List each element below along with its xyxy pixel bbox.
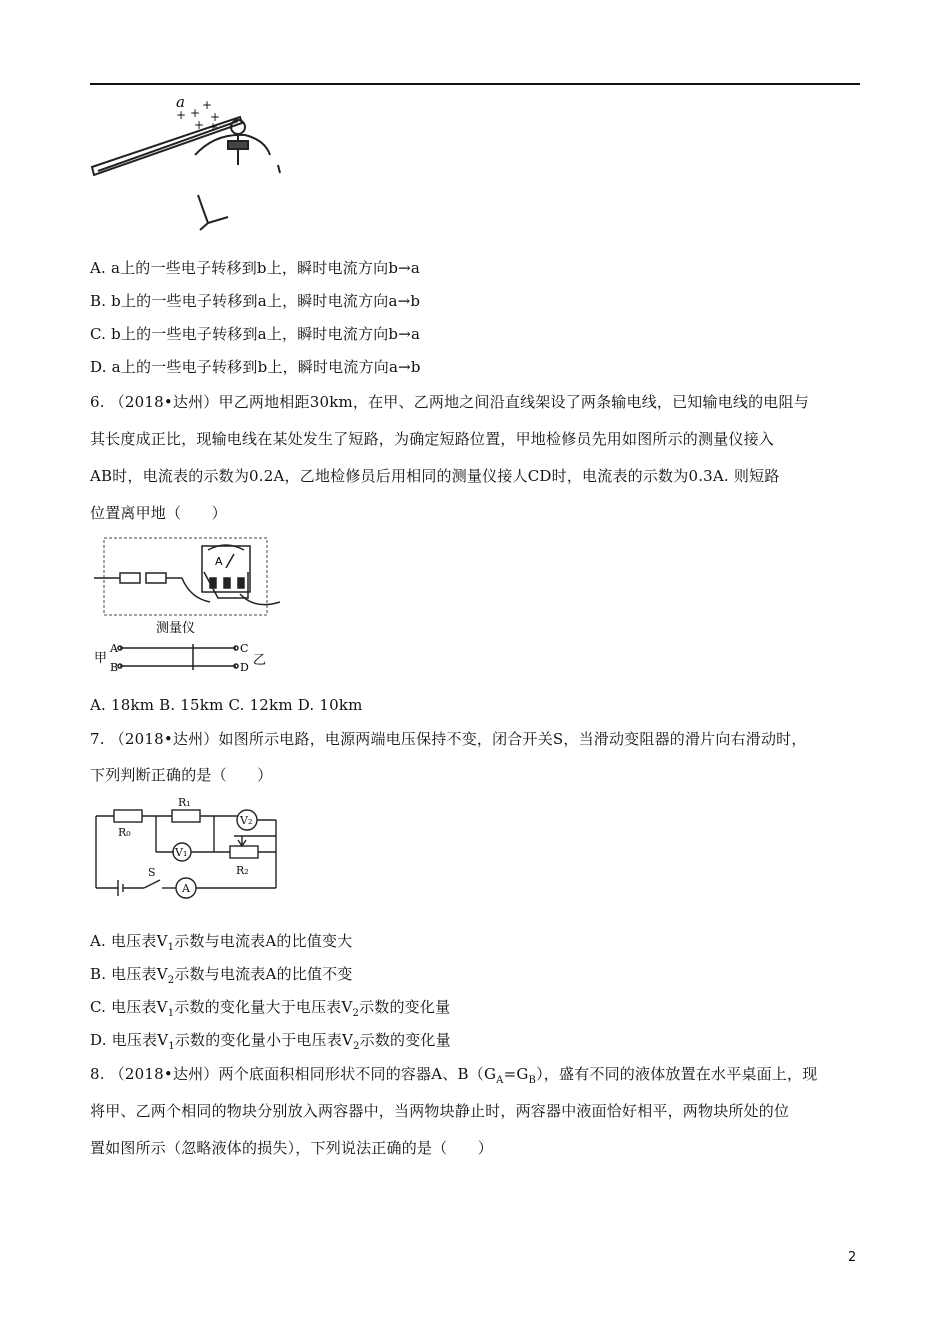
q5-option-b: B. b上的一些电子转移到a上，瞬时电流方向a→b (90, 292, 421, 310)
q8-line-3: 置如图所示（忽略液体的损失），下列说法正确的是（ ） (90, 1139, 493, 1157)
q6-line-1: 6. （2018•达州）甲乙两地相距30km，在甲、乙两地之间沿直线架设了两条输电线，已知输电线的电阻与 (90, 393, 809, 411)
q7-line-1: 7. （2018•达州）如图所示电路，电源两端电压保持不变，闭合开关S，当滑动变阻器的滑片向右滑动时， (90, 730, 807, 748)
q6-line-3: AB时，电流表的示数为0.2A，乙地检修员后用相同的测量仪接人CD时，电流表的示数为0.3A. 则短路 (90, 467, 780, 485)
svg-text:+: + (202, 98, 213, 112)
label-a: a (176, 95, 185, 111)
label-yi: 乙 (253, 653, 267, 668)
meter-label: A (215, 555, 223, 568)
q8-line-1: 8. （2018•达州）两个底面积相同形状不同的容器A、$B(G_A=G_B)$，盛有不同的液体放置在水平桌面上，现 (90, 1065, 818, 1086)
label-R0: R₀ (118, 826, 131, 839)
svg-text:+: + (190, 106, 201, 120)
svg-text:+: + (176, 108, 187, 122)
label-D: D (240, 661, 249, 674)
q6-options: A. 18km B. 15km C. 12km D. 10km (90, 696, 363, 714)
label-jia: 甲 (94, 651, 108, 666)
label-R2: R₂ (236, 864, 249, 877)
q5-option-c: C. b上的一些电子转移到a上，瞬时电流方向b→a (90, 325, 421, 343)
label-C: C (240, 642, 249, 655)
q8-line-2: 将甲、乙两个相同的物块分别放入两容器中，当两物块静止时，两容器中液面恰好相平，两物块所处的位 (90, 1102, 790, 1120)
q7-option-d: D. 电压表$V_1$示数的变化量小于电压表$V_2$示数的变化量 (90, 1031, 451, 1052)
measuring-device-figure (90, 532, 290, 682)
q7-option-a: A. 电压表$V_1$示数与电流表A的比值变大 (90, 932, 353, 953)
q5-option-d: D. a上的一些电子转移到b上，瞬时电流方向a→b (90, 358, 421, 376)
label-R1: R₁ (178, 796, 191, 809)
device-caption: 测量仪 (156, 621, 196, 636)
q6-line-2: 其长度成正比，现输电线在某处发生了短路，为确定短路位置，甲地检修员先用如图所示的测量仪接入 (90, 430, 775, 448)
label-V1: V₁ (175, 846, 188, 859)
page-number: 2 (848, 1250, 857, 1265)
electroscope-figure (90, 95, 290, 235)
label-V2: V₂ (240, 814, 253, 827)
circuit-figure (90, 796, 290, 904)
q5-option-a: A. a上的一些电子转移到b上，瞬时电流方向b→a (90, 259, 421, 277)
q7-option-c: C. 电压表$V_1$示数的变化量大于电压表$V_2$示数的变化量 (90, 998, 451, 1019)
svg-text:+: + (208, 120, 219, 134)
svg-text:+: + (210, 110, 221, 124)
q6-line-4: 位置离甲地（ ） (90, 504, 227, 522)
label-B: B (110, 661, 119, 674)
label-S: S (148, 866, 156, 879)
header-rule (90, 83, 860, 85)
svg-text:+: + (194, 118, 205, 132)
label-A-meter: A (182, 882, 190, 895)
q7-option-b: B. 电压表$V_2$示数与电流表A的比值不变 (90, 965, 353, 986)
label-A: A (110, 642, 118, 655)
q7-line-2: 下列判断正确的是（ ） (90, 766, 273, 784)
